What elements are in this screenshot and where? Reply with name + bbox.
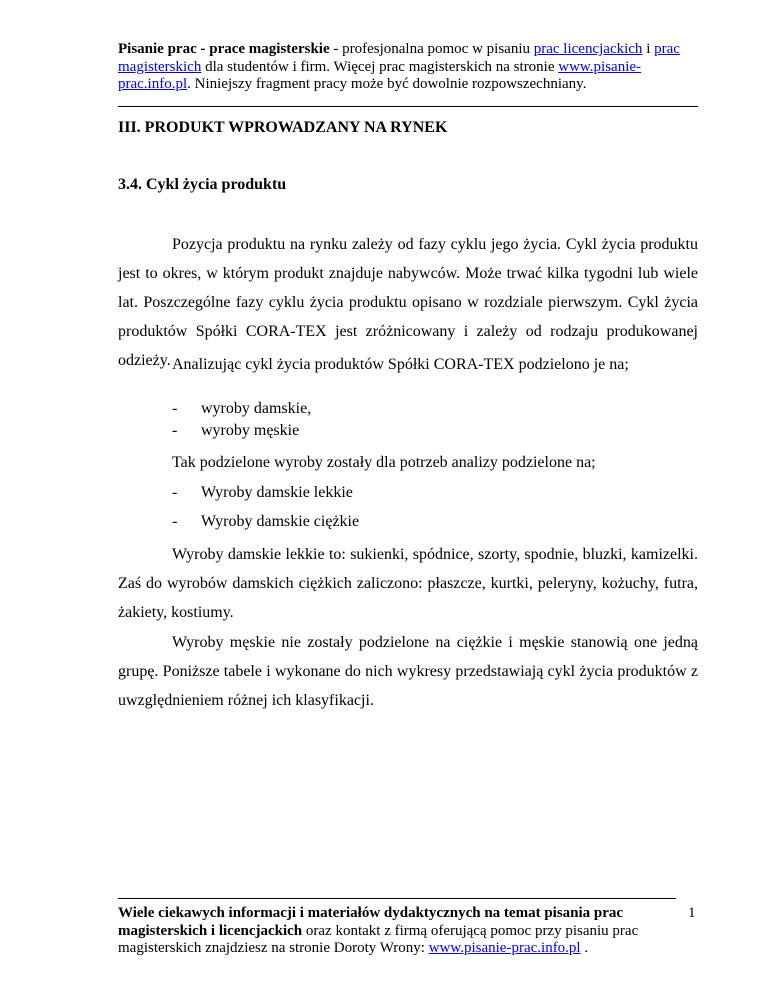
list-item-text: Wyroby damskie lekkie: [201, 484, 353, 501]
list-item-text: wyroby męskie: [201, 422, 300, 439]
link-prac-magisterskich[interactable]: prac magisterskich: [118, 41, 680, 75]
list-item: [172, 398, 311, 420]
list-dash: -: [172, 513, 178, 530]
list-item-text: wyroby damskie,: [201, 400, 312, 417]
list-item: [172, 420, 299, 442]
list-dash: -: [172, 484, 178, 501]
header-text: dla studentów i firm. Więcej prac magisterskich na stronie: [201, 58, 559, 75]
link-prac-licencjackich[interactable]: prac licencjackich: [533, 41, 643, 57]
chapter-title: III. PRODUKT WPROWADZANY NA RYNEK: [118, 119, 448, 136]
page-number: 1: [688, 905, 696, 921]
section-title: 3.4. Cykl życia produktu: [118, 176, 287, 193]
list-dash: -: [172, 400, 178, 417]
footer-link-website[interactable]: www.pisanie-prac.info.pl: [428, 940, 581, 956]
link-website[interactable]: www.pisanie-prac.info.pl: [118, 58, 642, 92]
page-footer: [118, 905, 678, 958]
paragraph-1: Pozycja produktu na rynku zależy od fazy cyklu jego życia. Cykl życia produktu jest to okres, w którym produkt znajduje nabywców. Może trwać kilka tygodni lub wiele lat. Poszczególne fazy cyklu życia produktu opisano w rozdziale pierwszym. Cykl życia produktów Spółki CORA-TEX jest zróżnicowany i zależy od rodzaju produkowanej odzieży.: [118, 236, 698, 369]
paragraph-2: Analizując cykl życia produktów Spółki CORA-TEX podzielono je na;: [172, 356, 629, 373]
paragraph-4: Wyroby damskie lekkie to: sukienki, spódnice, szorty, spodnie, bluzki, kamizelki. Zaś do wyrobów damskich ciężkich zaliczono: płaszcze, kurtki, peleryny, kożuchy, futra, żakiety, kostiumy.: [118, 546, 698, 621]
footer-text-end: .: [580, 940, 589, 956]
header-text: - profesjonalna pomoc w pisaniu: [329, 41, 534, 57]
header-text: i: [642, 41, 655, 57]
paragraph-3: Tak podzielone wyroby zostały dla potrzeb analizy podzielone na;: [172, 454, 596, 471]
footer-divider: [118, 898, 676, 899]
footer-bold-text: Wiele ciekawych informacji i materiałów dydaktycznych na temat pisania prac magisterskich i licencjackich: [118, 905, 624, 939]
list-dash: -: [172, 422, 178, 439]
footer-text: oraz kontakt z firmą oferującą pomoc przy pisaniu prac magisterskich znajdziesz na stronie Doroty Wrony:: [118, 922, 639, 956]
header-text: . Niniejszy fragment pracy może być dowolnie rozpowszechniany.: [187, 76, 587, 92]
header-title: Pisanie prac - prace magisterskie: [118, 41, 330, 57]
page-header: [118, 41, 698, 94]
list-item: [172, 511, 359, 533]
paragraph-5: Wyroby męskie nie zostały podzielone na ciężkie i męskie stanowią one jedną grupę. Poniższe tabele i wykonane do nich wykresy przedstawiają cykl życia produktów z uwzględnieniem różnej ich klasyfikacji.: [118, 634, 698, 709]
header-divider: [118, 106, 698, 107]
list-item-text: Wyroby damskie ciężkie: [201, 513, 360, 530]
list-item: [172, 482, 353, 504]
